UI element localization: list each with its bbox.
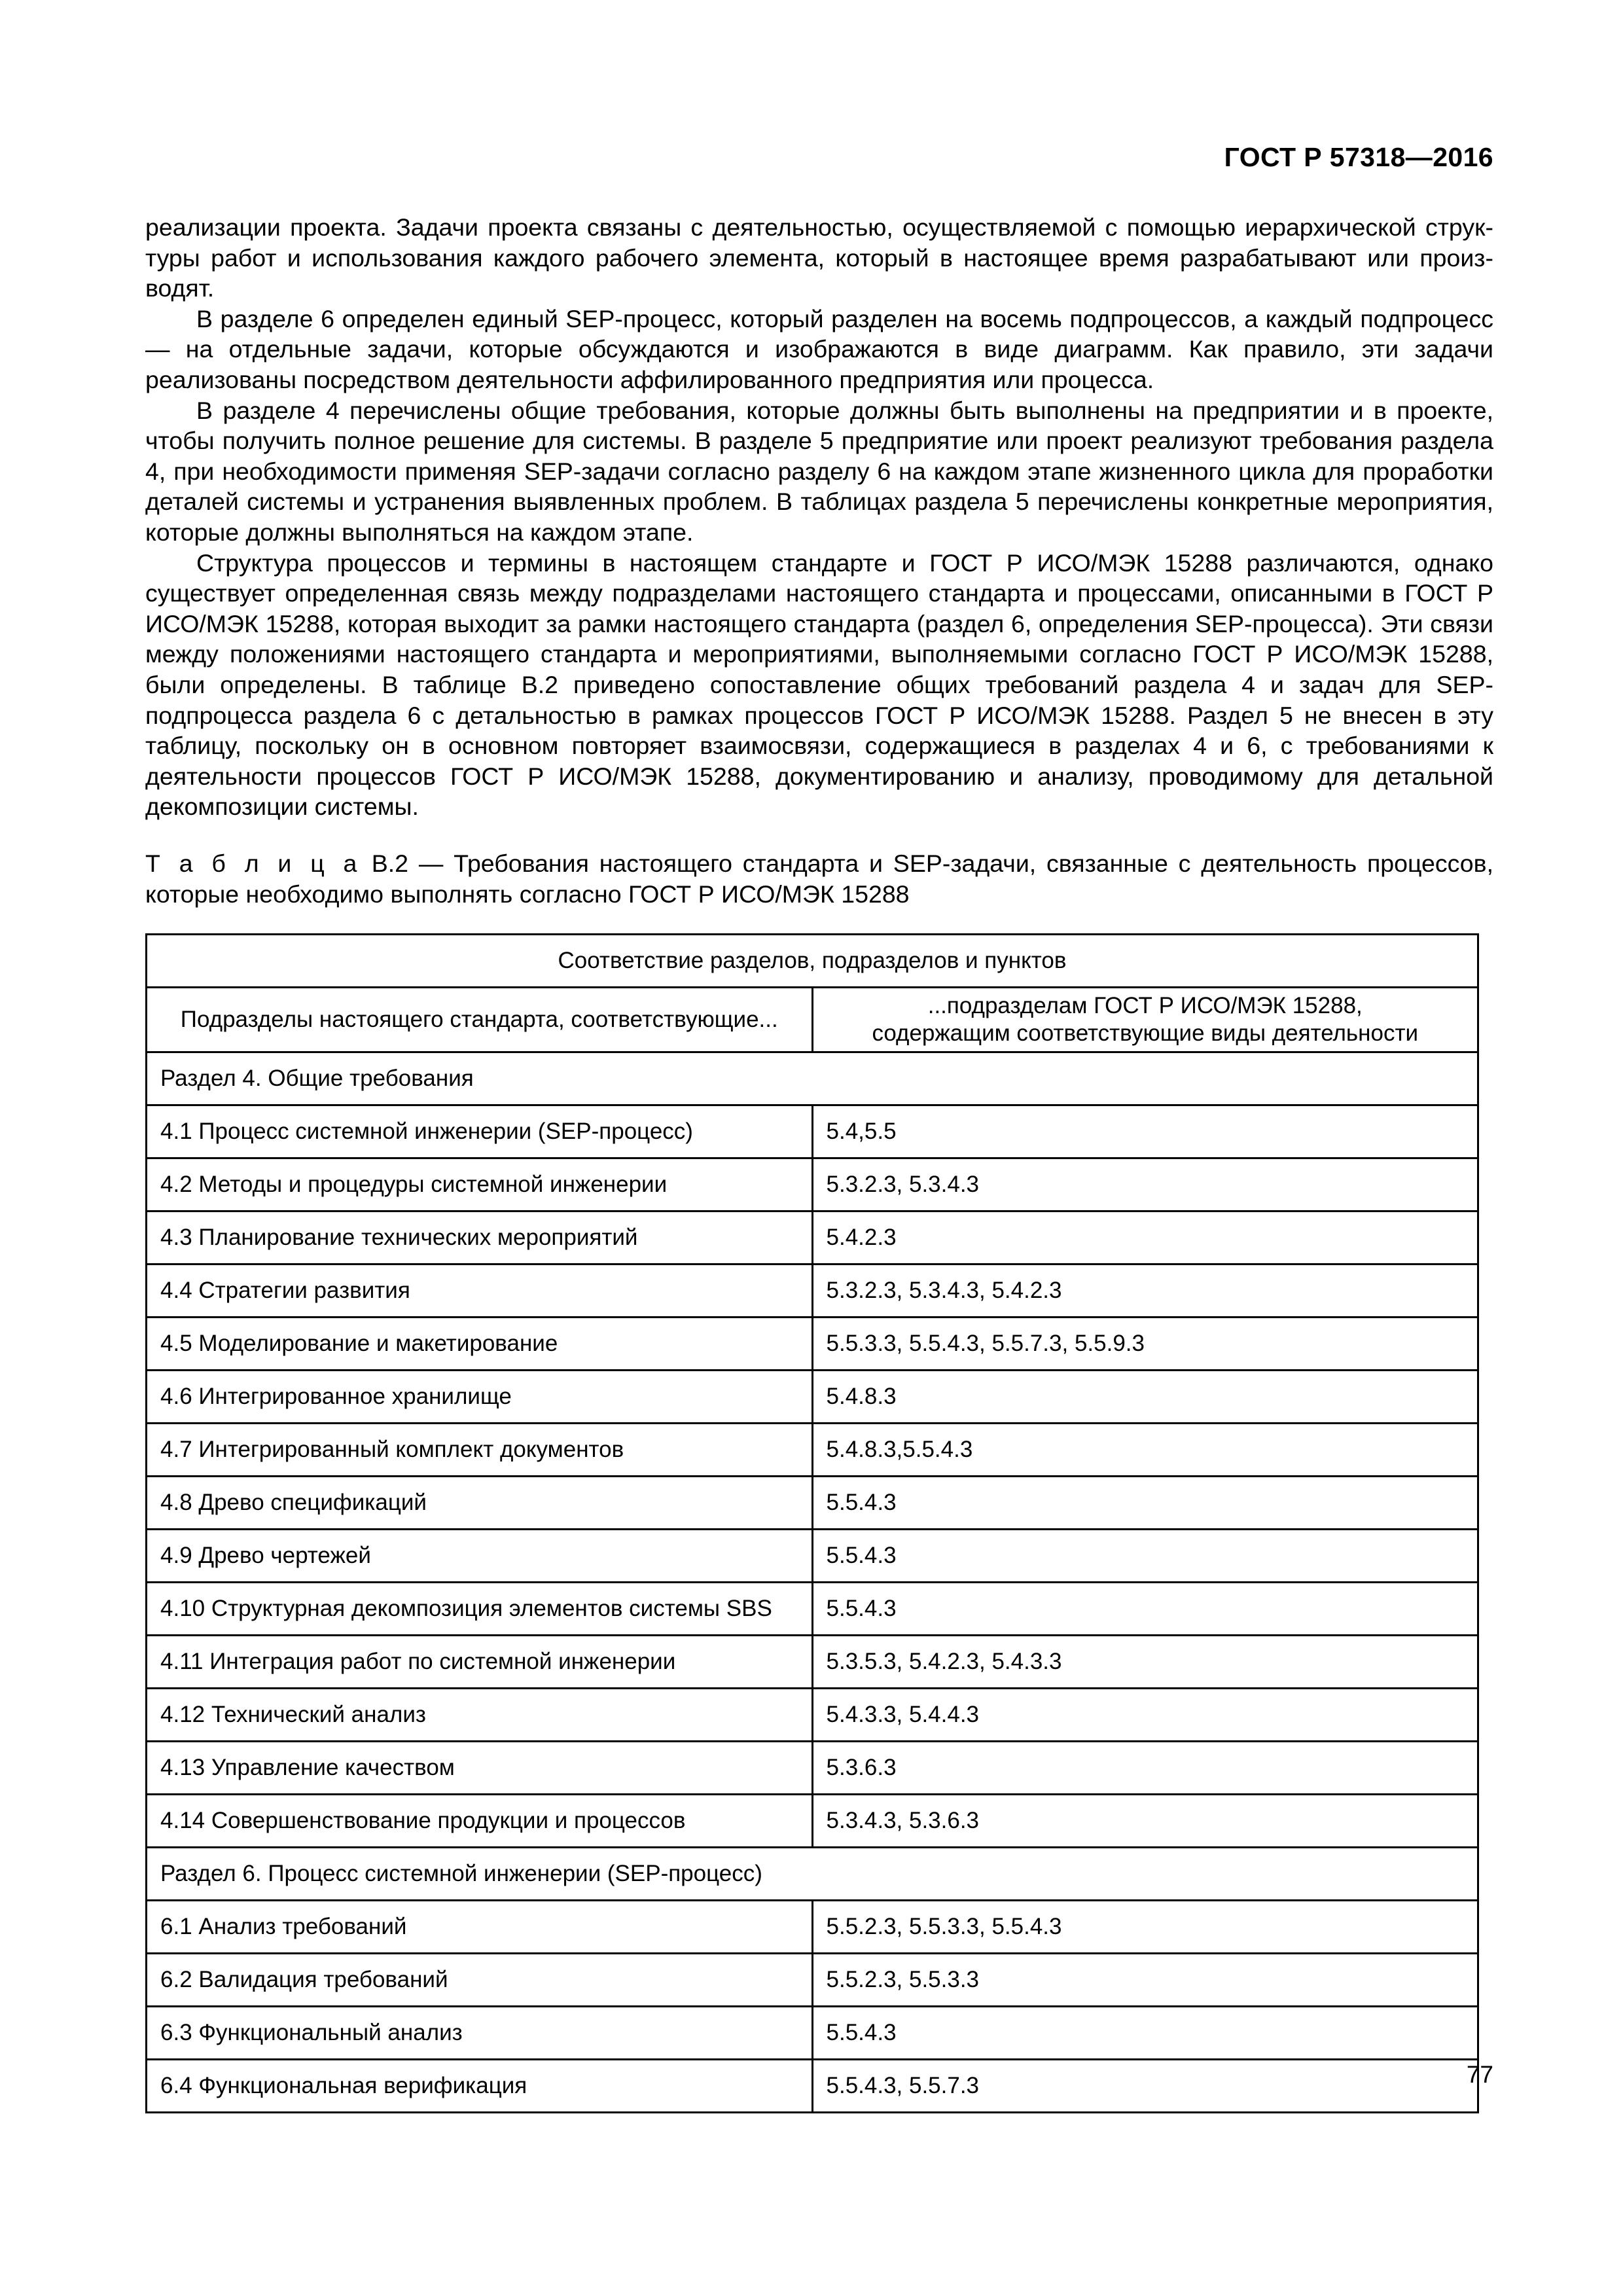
table-cell-right: 5.5.3.3, 5.5.4.3, 5.5.7.3, 5.5.9.3 (812, 1318, 1478, 1371)
table-cell-left: 4.11 Интеграция работ по системной инженерии (147, 1636, 813, 1689)
table-cell-left: 6.3 Функциональный анализ (147, 2007, 813, 2060)
table-row (147, 1424, 1478, 1477)
paragraph-2: В разделе 6 определен единый SEP-процесс, который разделен на восемь подпроцессов, а каждый подпроцесс — на отдельные задачи, которые обсуждаются и изображаются в виде диаграмм. Как правило, эти задачи реализованы посредством деятельности аффилированного предприятия или процесса. (145, 304, 1493, 393)
table-cell-right: 5.5.4.3 (812, 1583, 1478, 1636)
table-cell-left: 4.14 Совершенствование продукции и процессов (147, 1795, 813, 1848)
table-row (147, 1848, 1478, 1901)
table-row (147, 1530, 1478, 1583)
table-row (147, 1795, 1478, 1848)
table-cell-right: 5.5.2.3, 5.5.3.3 (812, 1954, 1478, 2007)
table-b2 (145, 933, 1479, 2113)
table-section-label: Раздел 4. Общие требования (147, 1052, 1478, 1105)
table-cell-left: 4.13 Управление качеством (147, 1742, 813, 1795)
body-text-block (145, 212, 1493, 822)
table-header-right-cell (812, 988, 1478, 1052)
table-caption-dash: — (418, 850, 444, 877)
table-cell-right: 5.5.2.3, 5.5.3.3, 5.5.4.3 (812, 1901, 1478, 1954)
table-header-right-line1: ...подразделам ГОСТ Р ИСО/МЭК 15288, (927, 993, 1363, 1018)
table-cell-right: 5.3.5.3, 5.4.2.3, 5.4.3.3 (812, 1636, 1478, 1689)
table-cell-right: 5.3.2.3, 5.3.4.3, 5.4.2.3 (812, 1265, 1478, 1318)
table-row (147, 1954, 1478, 2007)
table-row (147, 1318, 1478, 1371)
table-cell-left: 4.6 Интегрированное хранилище (147, 1371, 813, 1424)
table-cell-right: 5.5.4.3 (812, 1530, 1478, 1583)
table-cell-right: 5.4.8.3 (812, 1371, 1478, 1424)
table-cell-right: 5.3.2.3, 5.3.4.3 (812, 1158, 1478, 1211)
table-row (147, 1477, 1478, 1530)
table-section-label: Раздел 6. Процесс системной инженерии (SEP-процесс) (147, 1848, 1478, 1901)
running-header: ГОСТ Р 57318—2016 (1224, 142, 1493, 172)
table-cell-right: 5.5.4.3, 5.5.7.3 (812, 2060, 1478, 2113)
table-cell-left: 6.1 Анализ требований (147, 1901, 813, 1954)
table-cell-right: 5.4.8.3,5.5.4.3 (812, 1424, 1478, 1477)
table-cell-left: 4.9 Древо чертежей (147, 1530, 813, 1583)
table-row (147, 1211, 1478, 1265)
table-row (147, 1105, 1478, 1158)
table-row (147, 2007, 1478, 2060)
table-body (147, 935, 1478, 2113)
table-cell-right: 5.4.3.3, 5.4.4.3 (812, 1689, 1478, 1742)
table-cell-left: 4.2 Методы и процедуры системной инженерии (147, 1158, 813, 1211)
table-row (147, 1371, 1478, 1424)
table-caption-text: Требования настоящего стандарта и SEP-задачи, связанные с деятельность процессов, которые необходимо выполнять согласно ГОСТ Р ИСО/МЭК 15288 (145, 850, 1493, 908)
page-number: 77 (1466, 2061, 1493, 2088)
table-cell-left: 4.5 Моделирование и макетирование (147, 1318, 813, 1371)
table-row (147, 1052, 1478, 1105)
table-cell-right: 5.4,5.5 (812, 1105, 1478, 1158)
table-header-row-columns (147, 988, 1478, 1052)
table-cell-left: 6.2 Валидация требований (147, 1954, 813, 2007)
table-row (147, 1158, 1478, 1211)
table-caption-label: Т а б л и ц а (145, 850, 361, 877)
table-cell-left: 4.12 Технический анализ (147, 1689, 813, 1742)
table-cell-right: 5.4.2.3 (812, 1211, 1478, 1265)
table-header-span-cell: Соответствие разделов, подразделов и пунктов (147, 935, 1478, 988)
table-b2-wrapper (145, 933, 1479, 2113)
table-cell-left: 4.8 Древо спецификаций (147, 1477, 813, 1530)
table-cell-left: 4.7 Интегрированный комплект документов (147, 1424, 813, 1477)
table-caption-number: В.2 (371, 850, 408, 877)
table-cell-left: 4.1 Процесс системной инженерии (SEP-процесс) (147, 1105, 813, 1158)
table-row (147, 1265, 1478, 1318)
table-row (147, 1636, 1478, 1689)
table-cell-right: 5.3.4.3, 5.3.6.3 (812, 1795, 1478, 1848)
table-cell-right: 5.5.4.3 (812, 1477, 1478, 1530)
table-cell-left: 4.10 Структурная декомпозиция элементов системы SBS (147, 1583, 813, 1636)
table-row (147, 1901, 1478, 1954)
table-cell-left: 4.4 Стратегии развития (147, 1265, 813, 1318)
paragraph-4: Структура процессов и термины в настоящем стандарте и ГОСТ Р ИСО/МЭК 15288 различаются, однако существует определенная связь между подразделами настоящего стандарта и процессами, описанными в ГОСТ Р ИСО/МЭК 15288, которая выходит за рамки настоящего стандарта (раздел 6, определения SEP-процесса). Эти связи между положениями настоящего стандарта и мероприятиями, выполняемыми согласно ГОСТ Р ИСО/МЭК 15288, были определены. В таблице В.2 приведено сопоставление общих требований раздела 4 и задач для SEP-подпроцесса раздела 6 с детальностью в рамках процессов ГОСТ Р ИСО/МЭК 15288. Раздел 5 не внесен в эту таблицу, поскольку он в основном повторяет взаимосвязи, содержащиеся в разделах 4 и 6, с требованиями к деятельности процессов ГОСТ Р ИСО/МЭК 15288, документированию и анализу, проводимому для детальной декомпозиции системы. (145, 548, 1493, 821)
table-row (147, 1742, 1478, 1795)
table-header-right-line2: содержащим соответствующие виды деятельности (872, 1020, 1419, 1046)
table-header-left-cell: Подразделы настоящего стандарта, соответствующие... (147, 988, 813, 1052)
table-header-row-span (147, 935, 1478, 988)
table-cell-left: 6.4 Функциональная верификация (147, 2060, 813, 2113)
paragraph-3: В разделе 4 перечислены общие требования, которые должны быть выполнены на предприятии и в проекте, чтобы получить полное решение для системы. В разделе 5 предприятие или проект реализуют требования раздела 4, при необходимости применяя SEP-задачи согласно разделу 6 на каждом этапе жизненного цикла для проработки деталей системы и устранения выявленных проблем. В таблицах раздела 5 перечислены конкретные мероприятия, которые должны выполняться на каждом этапе. (145, 396, 1493, 546)
table-row (147, 1583, 1478, 1636)
table-cell-right: 5.3.6.3 (812, 1742, 1478, 1795)
table-row (147, 1689, 1478, 1742)
table-cell-right: 5.5.4.3 (812, 2007, 1478, 2060)
paragraph-1: реализации проекта. Задачи проекта связаны с деятельностью, осуществляемой с помощью иерархической структуры работ и использования каждого рабочего элемента, который в настоящее время разрабатывают или производят. (145, 213, 1493, 302)
table-caption (145, 848, 1493, 909)
table-cell-left: 4.3 Планирование технических мероприятий (147, 1211, 813, 1265)
